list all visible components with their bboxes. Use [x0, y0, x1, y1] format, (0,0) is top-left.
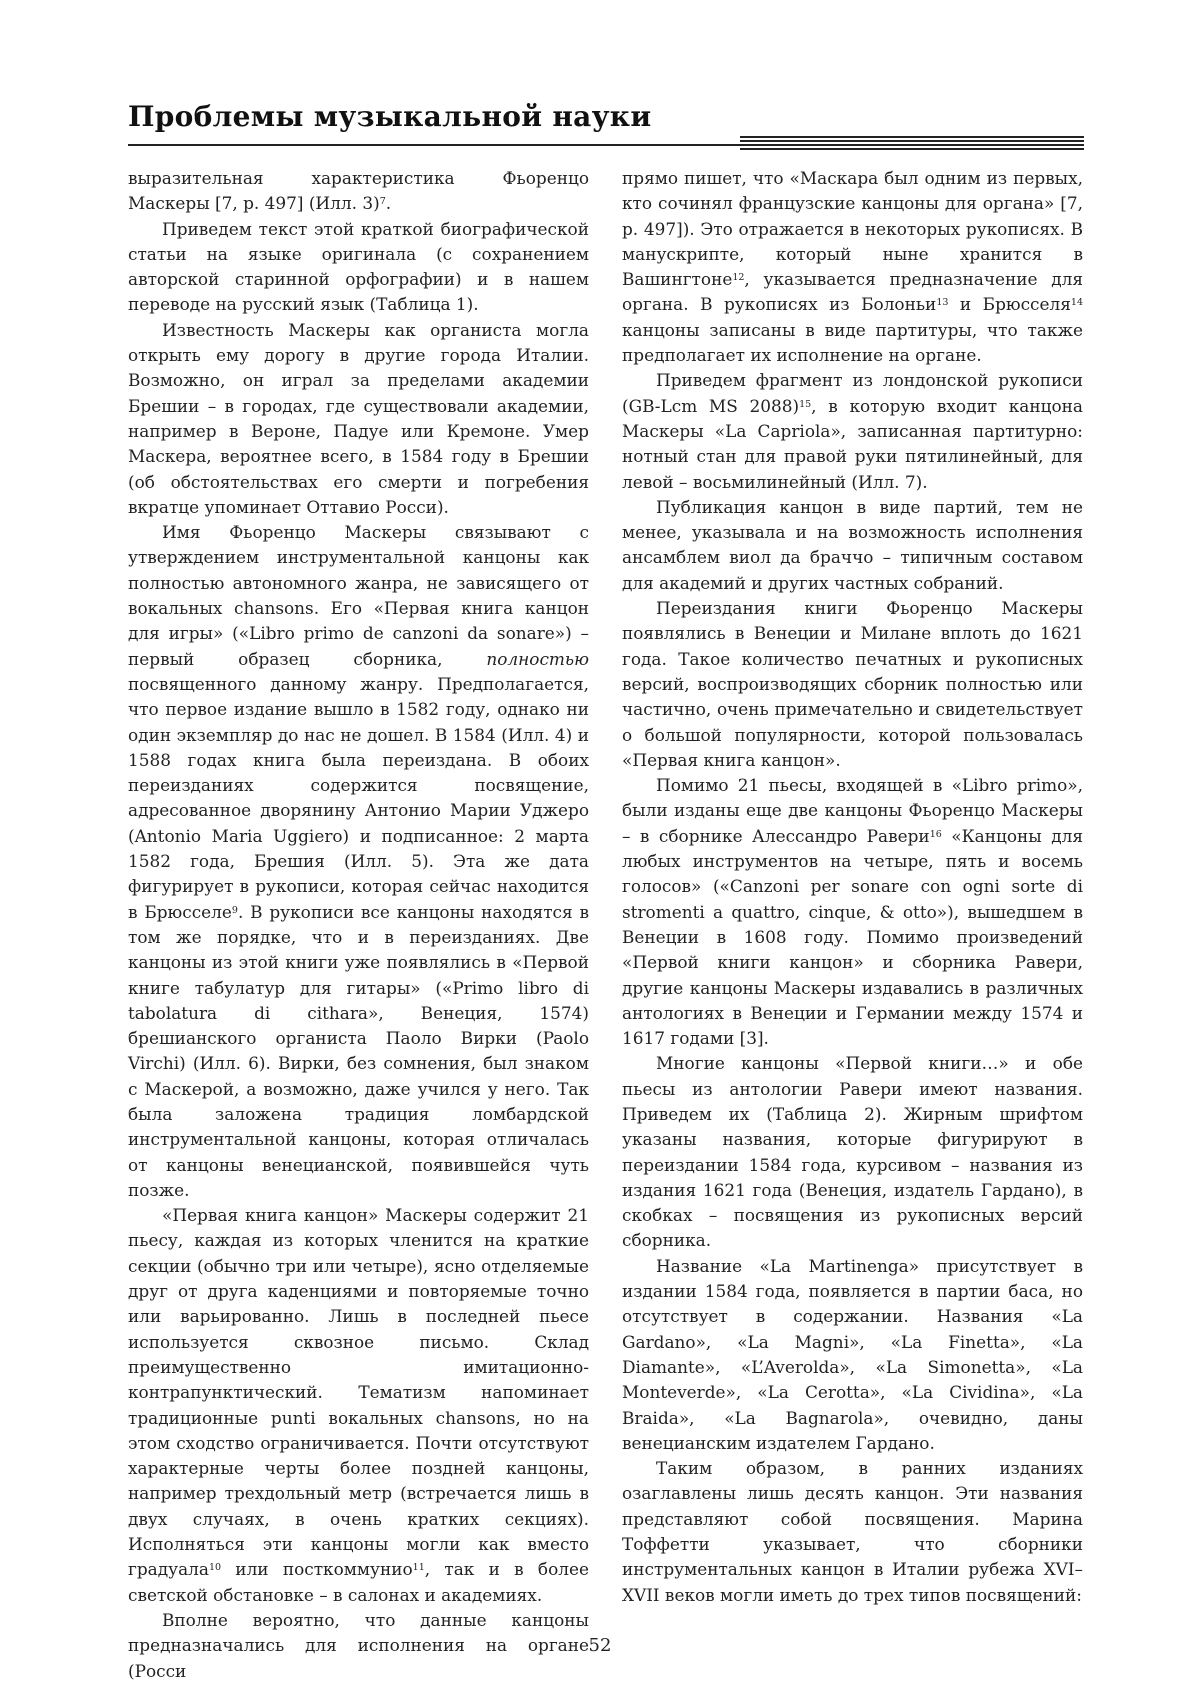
page-number: 52: [588, 1635, 612, 1656]
footnote-ref: 15: [799, 398, 812, 410]
footnote-ref: 12: [732, 272, 745, 284]
paragraph: Публикация канцон в виде партий, тем не менее, указывала и на возможность исполнения ансамблем виол да браччо – типичным составом для академий и других частных собраний.: [622, 496, 1083, 593]
paragraph: Имя Фьоренцо Маскеры связывают с утверждением инструментальной канцоны как полностью автономного жанра, не зависящего от вокальных chansons. Его «Первая книга канцон для игры» («Libro primo de canzoni da sonare») – первый образец сборника, полностью посвященного данному жанру. Предполагается, что первое издание вышло в 1582 году, однако ни один экземпляр до нас не дошел. В 1584 (Илл. 4) и 1588 годах книга была переиздана. В обоих переизданиях содержится посвящение, адресованное дворянину Антонио Марии Уджеро (Antonio Maria Uggiero) и подписанное: 2 марта 1582 года, Брешия (Илл. 5). Эта же дата фигурирует в рукописи, которая сейчас находится в Брюсселе$^9$. В рукописи все канцоны находятся в том же порядке, что и в переизданиях. Две канцоны из этой книги уже появлялись в «Первой книге табулатур для гитары» («Primo libro di tabolatura di cithara», Венеция, 1574) брешианского органиста Паоло Вирки (Paolo Virchi) (Илл. 6). Вирки, без сомнения, был знаком с Маскерой, а возможно, даже учился у него. Так была заложена традиция ломбардской инструментальной канцоны, которая отличалась от канцоны венецианской, появившейся чуть позже.: [128, 522, 589, 1200]
left-column: [128, 166, 589, 1684]
page-header: [128, 100, 1084, 152]
footnote-ref: 11: [412, 1562, 425, 1574]
paragraph: Название «La Martinenga» присутствует в издании 1584 года, появляется в партии баса, но отсутствует в содержании. Названия «La Gardano», «La Magni», «La Finetta», «La Diamante», «L’Averolda», «La Simonetta», «La Monteverde», «La Cerotta», «La Cividina», «La Braida», «La Bagnarola», очевидно, даны венецианским издателем Гардано.: [622, 1255, 1083, 1453]
paragraph: Известность Маскеры как органиста могла открыть ему дорогу в другие города Италии. Возможно, он играл за пределами академии Брешии – в городах, где существовали академии, например в Вероне, Падуе или Кремоне. Умер Маскера, вероятнее всего, в 1584 году в Брешии (об обстоятельствах его смерти и погребения вкратце упоминает Оттавио Росси).: [128, 319, 589, 517]
paragraph: Приведем фрагмент из лондонской рукописи (GB-Lcm MS 2088)$^{15}$, в которую входит канцона Маскеры «La Capriola», записанная партитурно: нотный стан для правой руки пятилинейный, для левой – восьмилинейный (Илл. 7).: [622, 370, 1083, 492]
paragraph: Многие канцоны «Первой книги…» и обе пьесы из антологии Равери имеют названия. Приведем их (Таблица 2). Жирным шрифтом указаны названия, которые фигурируют в переиздании 1584 года, курсивом – названия из издания 1621 года (Венеция, издатель Гардано), в скобках – посвящения из рукописных версий сборника.: [622, 1053, 1083, 1251]
italic-emphasis: полностью: [486, 648, 589, 669]
paragraph: «Первая книга канцон» Маскеры содержит 21 пьесу, каждая из которых членится на краткие секции (обычно три или четыре), ясно отделяемые друг от друга каденциями и повторяемые точно или варьированно. Лишь в последней пьесе используется сквозное письмо. Склад преимущественно имитационно-контрапунктический. Тематизм напоминает традиционные punti вокальных chansons, но на этом сходство ограничивается. Почти отсутствуют характерные черты более поздней канцоны, например трехдольный метр (встречается лишь в двух случаях, в очень кратких секциях). Исполняться эти канцоны могли как вместо градуала$^{10}$ или посткоммунио$^{11}$, так и в более светской обстановке – в салонах и академиях.: [128, 1205, 589, 1605]
footnote-ref: 14: [1070, 297, 1083, 309]
footnote-ref: 16: [929, 828, 942, 840]
paragraph: Таким образом, в ранних изданиях озаглавлены лишь десять канцон. Эти названия представляют собой посвящения. Марина Тоффетти указывает, что сборники инструментальных канцон в Италии рубежа XVI–XVII веков могли иметь до трех типов посвящений:: [622, 1458, 1083, 1605]
paragraph: Приведем текст этой краткой биографической статьи на языке оригинала (с сохранением авторской старинной орфографии) и в нашем переводе на русский язык (Таблица 1).: [128, 218, 589, 315]
footnote-ref: 10: [208, 1562, 222, 1574]
paragraph: Вполне вероятно, что данные канцоны предназначались для исполнения на органе (Росси: [128, 1609, 589, 1681]
header-rule-thick: [740, 136, 1084, 150]
paragraph: Помимо 21 пьесы, входящей в «Libro primo», были изданы еще две канцоны Фьоренцо Маскеры – в сборнике Алессандро Равери$^{16}$ «Канцоны для любых инструментов на четыре, пять и восемь голосов» («Canzoni per sonare con ogni sorte di stromenti a quattro, cinque, & otto»), вышедшем в Венеции в 1608 году. Помимо произведений «Первой книги канцон» и сборника Равери, другие канцоны Маскеры издавались в различных антологиях в Венеции и Германии между 1574 и 1617 годами [3].: [622, 775, 1083, 1049]
paragraph: Переиздания книги Фьоренцо Маскеры появлялись в Венеции и Милане вплоть до 1621 года. Такое количество печатных и рукописных версий, воспроизводящих сборник полностью или частично, очень примечательно и свидетельствует о большой популярности, которой пользовалась «Первая книга канцон».: [622, 598, 1083, 770]
header-rule-thin: [128, 144, 740, 146]
footnote-ref: 13: [936, 297, 949, 309]
paragraph: прямо пишет, что «Маскара был одним из первых, кто сочинял французские канцоны для органа» [7, р. 497]). Это отражается в некоторых рукописях. В манускрипте, который ныне хранится в Вашингтоне$^{12}$, указывается предназначение для органа. В рукописях из Болоньи$^{13}$ и Брюсселя$^{14}$ канцоны записаны в виде партитуры, что также предполагает их исполнение на органе.: [622, 168, 1083, 366]
footnote-ref: 7: [379, 196, 386, 208]
paragraph: выразительная характеристика Фьоренцо Маскеры [7, р. 497] (Илл. 3)$^7$.: [128, 168, 589, 214]
footnote-ref: 9: [231, 904, 238, 916]
journal-title: Проблемы музыкальной науки: [128, 100, 652, 133]
right-column: [622, 166, 1083, 1608]
